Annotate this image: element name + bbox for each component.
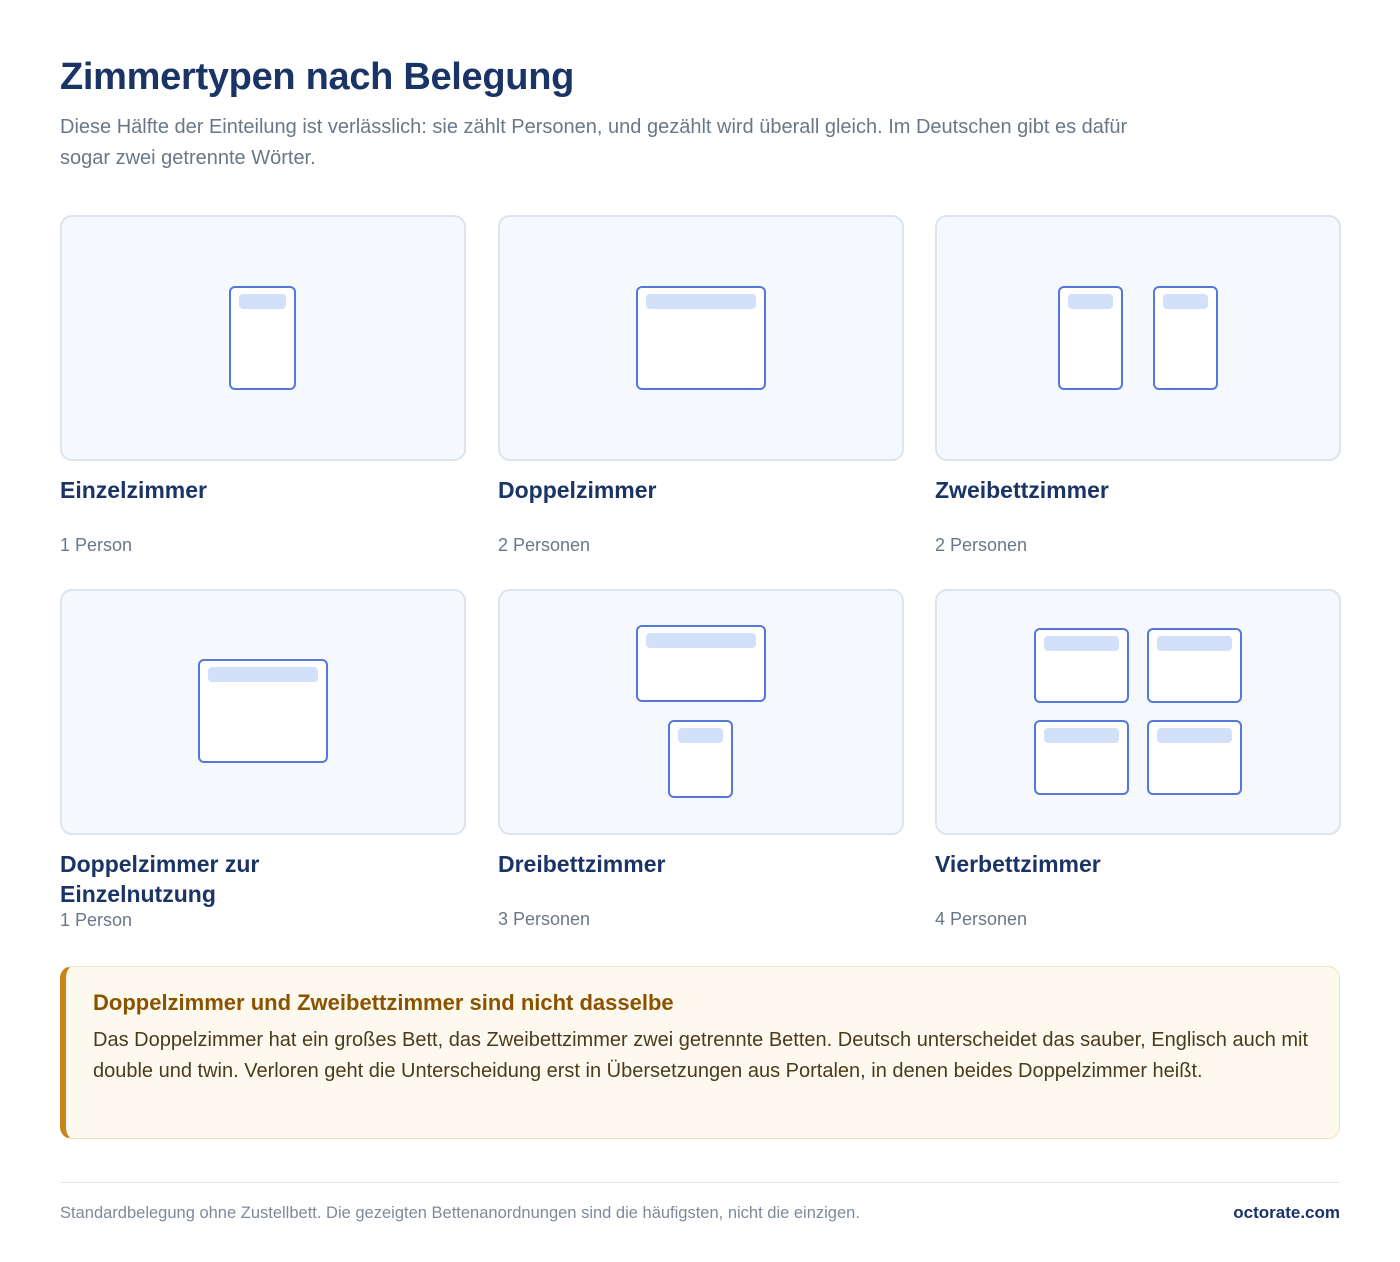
room-name: Zweibettzimmer — [935, 477, 1109, 503]
bed-illustration — [935, 215, 1341, 461]
room-occupancy: 2 Personen — [935, 535, 1028, 555]
page-title: Zimmertypen nach Belegung — [60, 56, 575, 98]
pillow-icon — [1068, 294, 1113, 309]
double-bed-icon — [198, 659, 328, 763]
room-name: Einzelzimmer — [60, 477, 207, 503]
single-bed-icon — [1058, 286, 1123, 390]
single-bed-icon — [668, 720, 733, 798]
pillow-icon — [1157, 636, 1232, 651]
room-card-dreibettzimmer — [498, 589, 902, 929]
pillow-icon — [1157, 728, 1232, 743]
footer-divider — [60, 1182, 1340, 1183]
bed-illustration — [498, 215, 904, 461]
pillow-icon — [646, 294, 756, 309]
pillow-icon — [1044, 636, 1119, 651]
pillow-icon — [646, 633, 756, 648]
room-name: Doppelzimmer — [498, 477, 657, 503]
room-card-zweibettzimmer — [935, 215, 1339, 555]
bed-illustration — [498, 589, 904, 835]
pillow-icon — [1044, 728, 1119, 743]
page-subtitle: Diese Hälfte der Einteilung ist verlässlich: sie zählt Personen, und gezählt wird überall gleich. Im Deutschen gibt es dafür sogar zwei getrennte Wörter. — [60, 116, 1128, 169]
room-card-vierbettzimmer — [935, 589, 1339, 929]
single-bed-icon — [1147, 720, 1242, 795]
brand-label: octorate.com — [1233, 1203, 1340, 1222]
room-name: Vierbettzimmer — [935, 851, 1101, 877]
room-card-einzelzimmer — [60, 215, 464, 555]
bed-illustration — [935, 589, 1341, 835]
room-card-doppelzimmer — [498, 215, 902, 555]
room-occupancy: 1 Person — [60, 535, 133, 555]
single-bed-icon — [1034, 628, 1129, 703]
double-bed-icon — [636, 625, 766, 702]
single-bed-icon — [1153, 286, 1218, 390]
callout-title: Doppelzimmer und Zweibettzimmer sind nicht dasselbe — [93, 990, 674, 1015]
callout-note — [60, 966, 1340, 1139]
bed-illustration — [60, 215, 466, 461]
room-card-doppelzimmer-einzelnutzung — [60, 589, 464, 930]
room-name: Doppelzimmer zur Einzelnutzung — [60, 851, 260, 907]
pillow-icon — [239, 294, 286, 309]
room-occupancy: 1 Person — [60, 910, 133, 930]
room-name: Dreibettzimmer — [498, 851, 666, 877]
room-occupancy: 2 Personen — [498, 535, 591, 555]
bed-illustration — [60, 589, 466, 835]
single-bed-icon — [1147, 628, 1242, 703]
room-occupancy: 3 Personen — [498, 909, 591, 929]
pillow-icon — [1163, 294, 1208, 309]
footer-note: Standardbelegung ohne Zustellbett. Die gezeigten Bettenanordnungen sind die häufigsten, nicht die einzigen. — [60, 1204, 860, 1222]
double-bed-icon — [636, 286, 766, 390]
single-bed-icon — [229, 286, 296, 390]
pillow-icon — [678, 728, 723, 743]
room-occupancy: 4 Personen — [935, 909, 1028, 929]
pillow-icon — [208, 667, 318, 682]
single-bed-icon — [1034, 720, 1129, 795]
callout-body: Das Doppelzimmer hat ein großes Bett, das Zweibettzimmer zwei getrennte Betten. Deutsch unterscheidet das sauber, Englisch auch mit double und twin. Verloren geht die Unterscheidung erst in Übersetzungen aus Portalen, in denen beides Doppelzimmer heißt. — [93, 1029, 1309, 1082]
